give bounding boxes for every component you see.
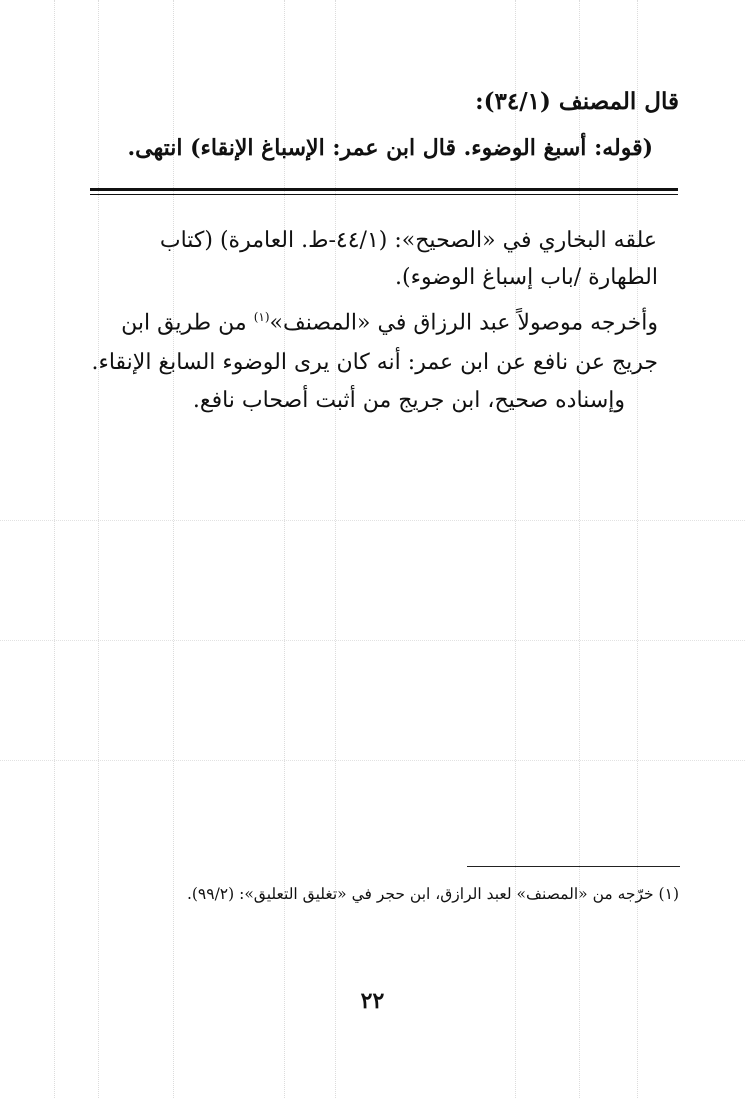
body-line <box>121 310 658 335</box>
section-heading: قال المصنف (٣٤/١): <box>475 88 679 115</box>
scan-gridline <box>0 640 745 641</box>
scan-gridline <box>0 520 745 521</box>
scan-gridline <box>335 0 336 1098</box>
body-text: من طريق ابن <box>121 310 254 336</box>
page-number: ٢٢ <box>360 988 385 1014</box>
body-line: جريج عن نافع عن ابن عمر: أنه كان يرى الوضوء السابغ الإنقاء. <box>91 350 658 375</box>
quoted-text: (قوله: أسبغ الوضوء. قال ابن عمر: الإسباغ الإنقاء) انتهى. <box>127 135 653 161</box>
scan-gridline <box>54 0 55 1098</box>
scan-gridline <box>173 0 174 1098</box>
scan-gridline <box>579 0 580 1098</box>
double-rule-top <box>90 188 678 191</box>
double-rule-bottom <box>90 194 678 195</box>
scan-gridline <box>0 760 745 761</box>
scan-gridline <box>98 0 99 1098</box>
body-line: وإسناده صحيح، ابن جريج من أثبت أصحاب نافع. <box>192 388 625 413</box>
body-line: الطهارة /باب إسباغ الوضوء). <box>395 265 658 290</box>
body-text: وأخرجه موصولاً عبد الرزاق في «المصنف» <box>269 310 658 336</box>
body-line: علقه البخاري في «الصحيح»: (٤٤/١-ط. العامرة) (كتاب <box>159 228 657 253</box>
footnote: (١) خرّجه من «المصنف» لعبد الرازق، ابن حجر في «تغليق التعليق»: (٩٩/٢). <box>186 885 679 903</box>
scan-gridline <box>515 0 516 1098</box>
scan-gridline <box>637 0 638 1098</box>
scan-gridline <box>284 0 285 1098</box>
footnote-reference[interactable]: (١) <box>253 310 270 324</box>
footnote-separator <box>467 866 680 867</box>
